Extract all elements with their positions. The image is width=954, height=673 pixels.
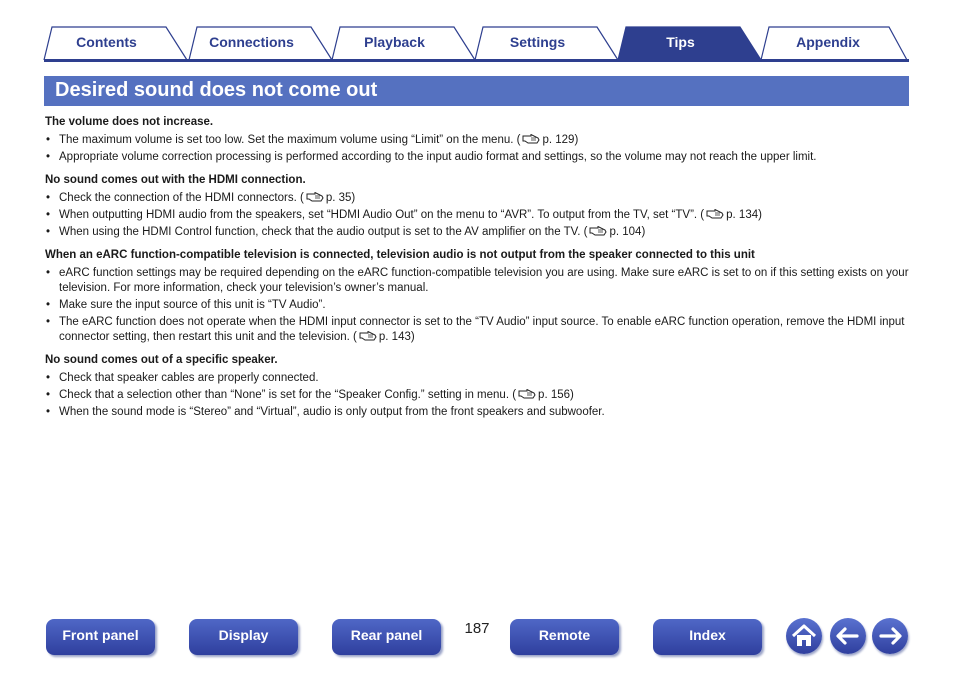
arrow-left-icon xyxy=(830,618,866,654)
front-panel-button[interactable]: Front panel xyxy=(46,619,155,655)
bullet-list xyxy=(45,371,909,420)
tab-bar xyxy=(44,27,909,62)
list-item: • Make sure the input source of this unit is “TV Audio”. xyxy=(46,299,326,311)
back-button[interactable] xyxy=(830,618,866,654)
section-earc xyxy=(45,248,909,345)
page-number: 187 xyxy=(464,620,490,637)
page-reference[interactable]: p. 143 xyxy=(378,331,411,343)
page-title-bar xyxy=(44,76,909,106)
list-item: • Check that a selection other than “None” is set for the “Speaker Config.” setting in menu. ( p. 156) xyxy=(46,389,574,401)
tab-appendix[interactable] xyxy=(761,27,907,60)
tab-contents[interactable] xyxy=(44,27,187,60)
tab-label: Appendix xyxy=(796,34,860,50)
list-item: • Appropriate volume correction processing is performed according to the input audio format and settings, so the volume may not reach the upper limit. xyxy=(46,151,817,163)
page-reference[interactable]: p. 129 xyxy=(542,134,575,146)
list-item: • Check that speaker cables are properly connected. xyxy=(46,372,319,384)
list-item: • The maximum volume is set too low. Set the maximum volume using “Limit” on the menu. ( p. 129) xyxy=(46,134,579,146)
page-reference[interactable]: p. 134 xyxy=(726,209,759,221)
list-item: • Check the connection of the HDMI connectors. ( p. 35) xyxy=(46,192,356,204)
section-heading: The volume does not increase. xyxy=(45,116,214,128)
section-volume xyxy=(45,115,909,165)
tab-label: Settings xyxy=(509,34,566,50)
home-icon xyxy=(786,618,822,654)
page-title: Desired sound does not come out xyxy=(55,79,378,101)
bullet-list xyxy=(45,191,909,240)
section-heading: When an eARC function-compatible television is connected, television audio is not output from the speaker connected to this unit xyxy=(45,249,755,261)
tab-settings[interactable] xyxy=(475,27,618,60)
page-reference[interactable]: p. 35 xyxy=(325,192,352,204)
tab-label: Connections xyxy=(209,34,294,50)
list-item: • When using the HDMI Control function, check that the audio output is set to the AV amplifier on the TV. ( p. 104) xyxy=(46,226,646,238)
home-button[interactable] xyxy=(786,618,822,654)
tab-tips[interactable] xyxy=(618,27,761,60)
tab-playback[interactable] xyxy=(332,27,475,60)
section-heading: No sound comes out with the HDMI connection. xyxy=(45,174,306,186)
list-item: • eARC function settings may be required depending on the eARC function-compatible television you are using. Make sure eARC is set to on if this setting exists on your television. For more information, check your television’s owner’s manual. xyxy=(46,267,909,294)
section-heading: No sound comes out of a specific speaker. xyxy=(45,354,278,366)
list-item: • When outputting HDMI audio from the speakers, set “HDMI Audio Out” on the menu to “AVR”. To output from the TV, set “TV”. ( p. 134) xyxy=(46,209,762,221)
tab-baseline xyxy=(44,59,909,62)
pointing-hand-icon[interactable] xyxy=(306,192,324,202)
section-hdmi xyxy=(45,173,909,240)
tab-label: Contents xyxy=(76,34,137,50)
forward-button[interactable] xyxy=(872,618,908,654)
bullet-list xyxy=(45,133,909,165)
rear-panel-button[interactable]: Rear panel xyxy=(332,619,441,655)
pointing-hand-icon[interactable] xyxy=(706,209,724,219)
main-content xyxy=(45,115,909,422)
pointing-hand-icon[interactable] xyxy=(359,331,377,341)
tab-connections[interactable] xyxy=(189,27,332,60)
pointing-hand-icon[interactable] xyxy=(589,226,607,236)
pointing-hand-icon[interactable] xyxy=(522,134,540,144)
index-button[interactable]: Index xyxy=(653,619,762,655)
pointing-hand-icon[interactable] xyxy=(518,389,536,399)
display-button[interactable]: Display xyxy=(189,619,298,655)
page-reference[interactable]: p. 156 xyxy=(538,389,571,401)
list-item: • When the sound mode is “Stereo” and “Virtual”, audio is only output from the front speakers and subwoofer. xyxy=(46,406,605,418)
list-item: • The eARC function does not operate when the HDMI input connector is set to the “TV Audio” input source. To enable eARC function operation, remove the HDMI input connector setting, then restart this unit and the television. ( p. 143) xyxy=(46,316,905,343)
arrow-right-icon xyxy=(872,618,908,654)
page-reference[interactable]: p. 104 xyxy=(609,226,642,238)
remote-button[interactable]: Remote xyxy=(510,619,619,655)
tab-label: Tips xyxy=(666,34,695,50)
section-speaker xyxy=(45,353,909,420)
bullet-list xyxy=(45,266,909,345)
tab-label: Playback xyxy=(364,34,425,50)
